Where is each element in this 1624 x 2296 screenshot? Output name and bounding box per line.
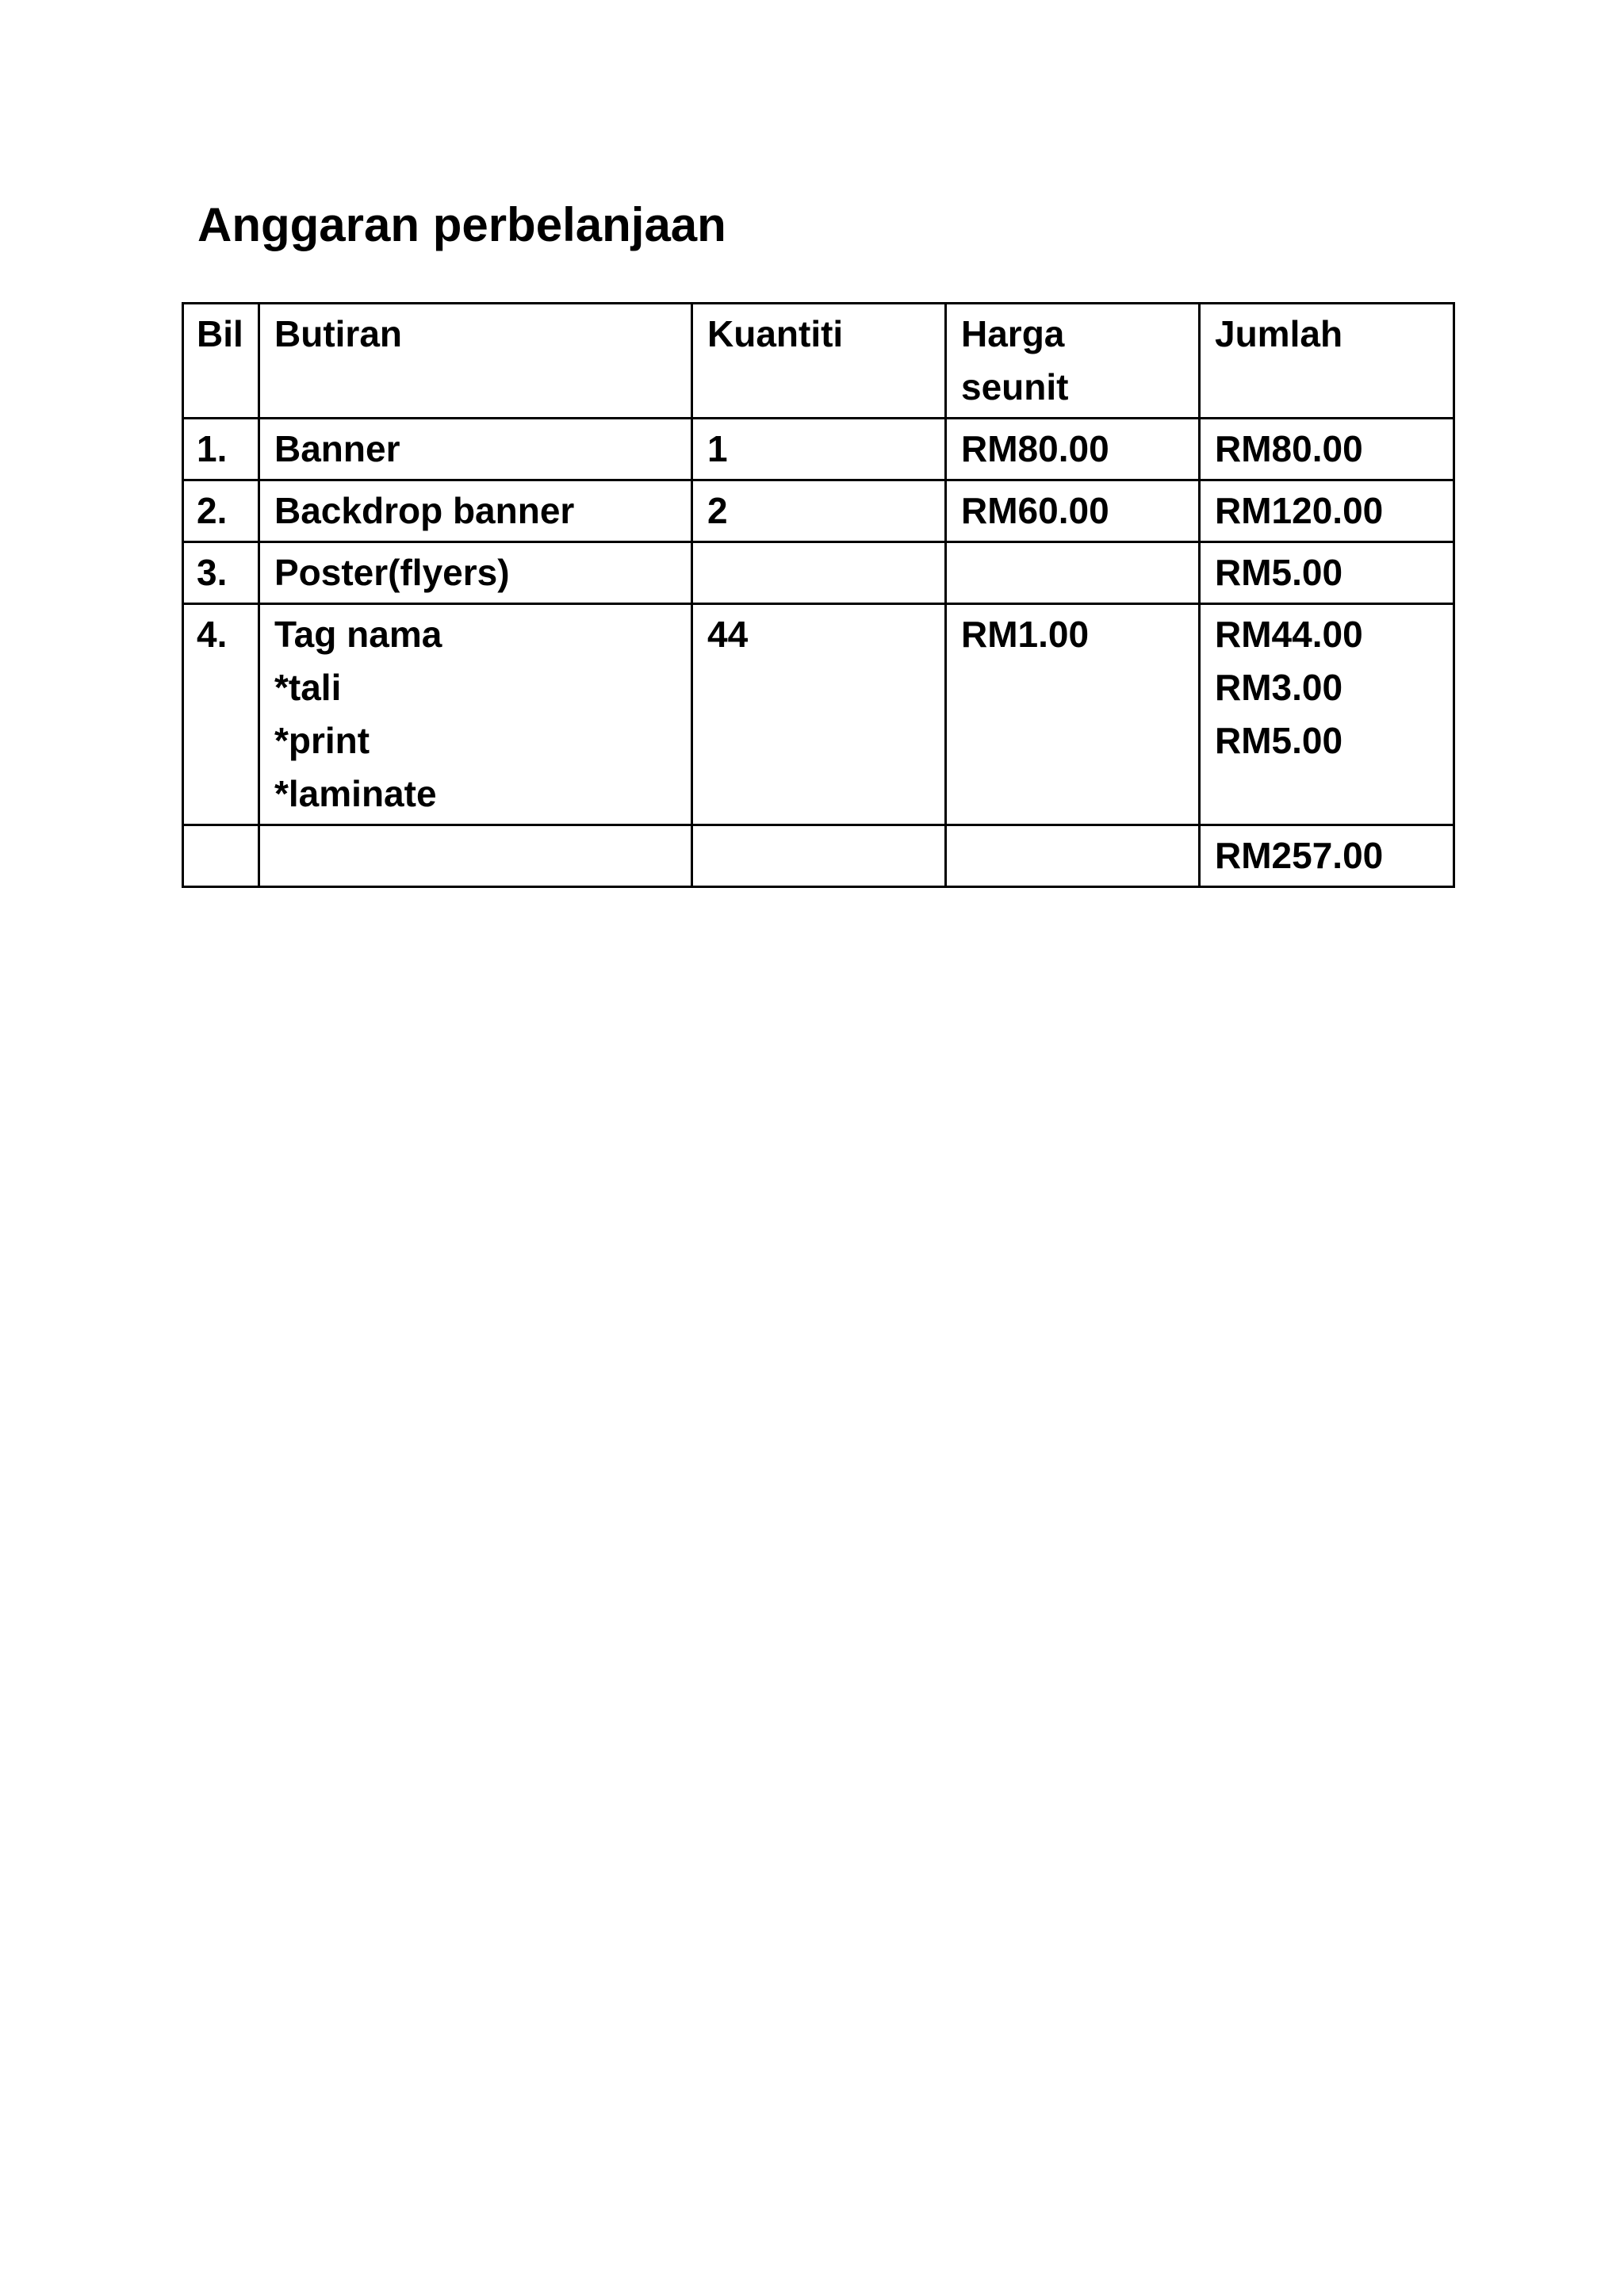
butiran-line: Tag nama <box>274 614 442 655</box>
table-header-row <box>183 304 1454 419</box>
header-harga-line2: seunit <box>961 366 1069 408</box>
header-harga-line1: Harga <box>961 313 1065 354</box>
row-kuantiti: 2 <box>692 480 946 542</box>
row-jumlah: RM80.00 <box>1200 419 1454 480</box>
row-bil: 2. <box>183 480 259 542</box>
table-row <box>183 480 1454 542</box>
row-kuantiti <box>692 604 946 825</box>
row-butiran: Banner <box>259 419 692 480</box>
total-empty-cell <box>946 825 1200 887</box>
table-row <box>183 419 1454 480</box>
header-butiran: Butiran <box>259 304 692 419</box>
header-harga-seunit <box>946 304 1200 419</box>
row-jumlah <box>1200 604 1454 825</box>
row-harga <box>946 604 1200 825</box>
row-butiran: Poster(flyers) <box>259 542 692 604</box>
header-jumlah: Jumlah <box>1200 304 1454 419</box>
table-row <box>183 604 1454 825</box>
kuantiti-value: 44 <box>707 614 749 655</box>
row-jumlah: RM120.00 <box>1200 480 1454 542</box>
table-row <box>183 542 1454 604</box>
butiran-line: *tali <box>274 667 342 708</box>
header-bil: Bil <box>183 304 259 419</box>
row-kuantiti <box>692 542 946 604</box>
total-empty-cell <box>259 825 692 887</box>
row-jumlah: RM5.00 <box>1200 542 1454 604</box>
butiran-line: *laminate <box>274 773 437 814</box>
total-empty-cell <box>692 825 946 887</box>
row-harga <box>946 542 1200 604</box>
row-harga: RM60.00 <box>946 480 1200 542</box>
row-bil: 3. <box>183 542 259 604</box>
total-amount: RM257.00 <box>1200 825 1454 887</box>
page-title: Anggaran perbelanjaan <box>197 198 726 251</box>
row-bil: 4. <box>183 604 259 825</box>
table-total-row <box>183 825 1454 887</box>
header-kuantiti: Kuantiti <box>692 304 946 419</box>
jumlah-line: RM5.00 <box>1215 720 1343 761</box>
harga-value: RM1.00 <box>961 614 1090 655</box>
row-kuantiti: 1 <box>692 419 946 480</box>
jumlah-line: RM44.00 <box>1215 614 1363 655</box>
row-butiran <box>259 604 692 825</box>
total-empty-cell <box>183 825 259 887</box>
jumlah-line: RM3.00 <box>1215 667 1343 708</box>
row-bil: 1. <box>183 419 259 480</box>
butiran-line: *print <box>274 720 370 761</box>
budget-table <box>182 302 1455 888</box>
row-harga: RM80.00 <box>946 419 1200 480</box>
row-butiran: Backdrop banner <box>259 480 692 542</box>
